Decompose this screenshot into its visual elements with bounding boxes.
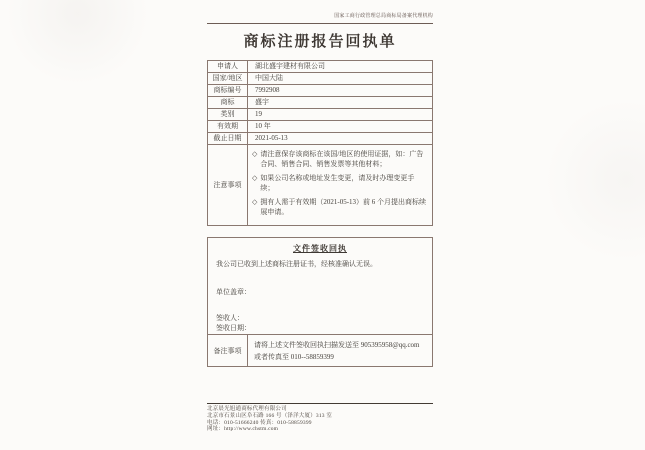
footer-company-name: 北京晨光旭通商标代理有限公司 (207, 406, 287, 412)
notes-row (208, 145, 433, 226)
row-value-country: 中国大陆 (248, 73, 433, 85)
table-row (208, 133, 433, 145)
row-value-expiry-date: 2021-05-13 (248, 133, 433, 145)
agency-footer (207, 403, 433, 433)
table-row (208, 73, 433, 85)
row-value-validity: 10 年 (248, 121, 433, 133)
diamond-bullet-icon: ◇ (252, 174, 258, 182)
row-label-class: 类别 (208, 109, 248, 121)
table-row (208, 97, 433, 109)
remarks-label: 备注事项 (208, 335, 248, 366)
row-value-trademark-number: 7992908 (248, 85, 433, 97)
receipt-confirmation: 我公司已收到上述商标注册证书，经核准确认无误。 (216, 260, 377, 268)
row-label-country: 国家/地区 (208, 73, 248, 85)
receipt-box (207, 237, 433, 367)
row-value-trademark: 盛宇 (248, 97, 433, 109)
signer-label: 签收人： (216, 314, 244, 322)
row-value-class: 19 (248, 109, 433, 121)
sign-date-label: 签收日期： (216, 324, 251, 332)
row-label-expiry-date: 截止日期 (208, 133, 248, 145)
diamond-bullet-icon: ◇ (252, 150, 258, 158)
table-row (208, 109, 433, 121)
note-item (252, 197, 427, 217)
agency-registration-line: 国家工商行政管理总局商标局备案代理机构 (207, 14, 433, 24)
note-text: 拥有人需于有效期（2021-05-13）前 6 个月提出商标续展申请。 (260, 198, 427, 216)
note-text: 请注意保存该商标在该国/地区的使用证据，如：广告合同、销售合同、销售发票等其他材料； (260, 150, 424, 168)
receipt-title: 文件签收回执 (293, 244, 347, 253)
row-label-trademark: 商标 (208, 97, 248, 109)
note-text: 如果公司名称或地址发生变更，请及时办理变更手续； (260, 174, 415, 192)
trademark-info-table (207, 60, 433, 226)
notes-label: 注意事项 (208, 145, 248, 226)
remarks-value (248, 335, 426, 366)
diamond-bullet-icon: ◇ (252, 198, 258, 206)
company-stamp-label: 单位盖章： (216, 288, 251, 296)
table-row (208, 61, 433, 73)
table-row (208, 121, 433, 133)
row-label-trademark-number: 商标编号 (208, 85, 248, 97)
remarks-line-fax: 或者传真至 010--58859399 (254, 353, 334, 361)
page-title: 商标注册报告回执单 (243, 34, 397, 50)
footer-phone-fax: 电话：010-51666240 传真：010-58859399 (207, 419, 312, 426)
row-label-applicant: 申请人 (208, 61, 248, 73)
receipt-main (208, 238, 432, 335)
row-label-validity: 有效期 (208, 121, 248, 133)
note-item (252, 173, 427, 193)
remarks-row (208, 335, 432, 366)
notes-cell (248, 145, 433, 226)
document-content (207, 0, 433, 433)
remarks-line-email: 请将上述文件签收回执扫描发送至 905395958@qq.com (254, 341, 420, 349)
footer-address: 北京市石景山区阜石路 166 号（泽洋大厦）313 室 (207, 412, 333, 419)
note-item (252, 149, 427, 169)
table-row (208, 85, 433, 97)
footer-website: 网址：http://www.chstm.com (207, 426, 279, 433)
row-value-applicant: 湖北盛宇建材有限公司 (248, 61, 433, 73)
